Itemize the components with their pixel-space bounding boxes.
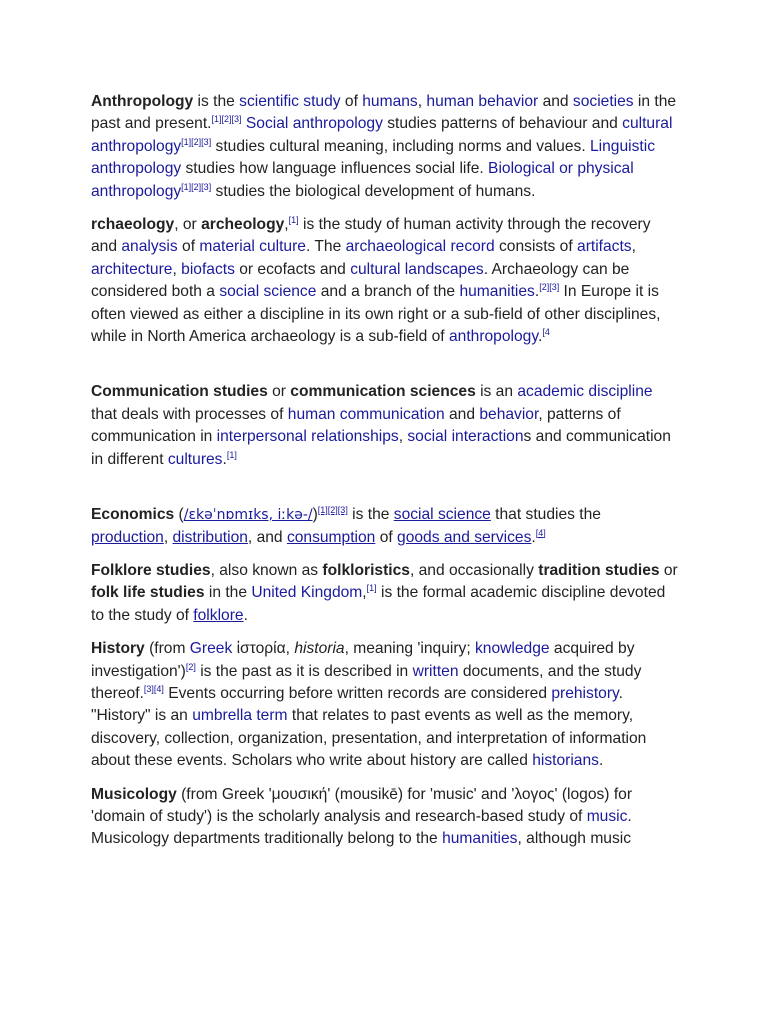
link[interactable]: prehistory bbox=[551, 684, 619, 702]
text-run: , bbox=[398, 428, 408, 446]
bold-term: rchaeology bbox=[91, 216, 175, 234]
text-run: , bbox=[362, 584, 367, 602]
link[interactable]: humanities bbox=[442, 830, 518, 848]
link[interactable]: humanities bbox=[459, 283, 535, 301]
text-run: , bbox=[417, 93, 427, 110]
link[interactable]: music bbox=[586, 807, 628, 825]
paragraph-archaeology bbox=[91, 214, 679, 348]
citation-link[interactable]: [4] bbox=[535, 527, 546, 538]
link[interactable]: social interaction bbox=[407, 428, 524, 446]
bold-term: Folklore studies bbox=[91, 561, 211, 579]
paragraph-history bbox=[91, 638, 679, 772]
text-run: acquired by investigation') bbox=[91, 640, 635, 680]
text-run: . bbox=[534, 283, 540, 301]
text-run: is the bbox=[347, 506, 394, 524]
text-run: of bbox=[340, 93, 363, 110]
citation-link[interactable]: [4 bbox=[542, 327, 550, 338]
text-run: is an bbox=[475, 383, 518, 401]
text-run: , bbox=[172, 260, 182, 278]
text-run: of bbox=[177, 238, 200, 256]
link[interactable]: knowledge bbox=[475, 640, 550, 658]
text-run: , meaning 'inquiry; bbox=[344, 640, 475, 658]
paragraph-musicology bbox=[91, 784, 679, 851]
document-body bbox=[91, 91, 679, 862]
paragraph-anthropology bbox=[91, 91, 679, 203]
link[interactable]: artifacts bbox=[577, 238, 632, 256]
text-run: . Archaeology can be considered both a bbox=[91, 260, 630, 301]
text-run: studies the biological development of humans. bbox=[211, 182, 536, 200]
link[interactable]: social science bbox=[393, 506, 491, 524]
paragraph-economics bbox=[91, 504, 679, 549]
text-run: is the bbox=[193, 93, 240, 110]
text-run: consists of bbox=[494, 238, 578, 256]
text-run: . bbox=[222, 450, 227, 468]
citation-link[interactable]: [1][2][3] bbox=[211, 114, 242, 125]
text-run: ) bbox=[312, 506, 318, 524]
text-run: in the bbox=[204, 584, 252, 602]
link[interactable]: material culture bbox=[199, 238, 306, 256]
text-run: s and communication in different bbox=[91, 428, 671, 468]
text-run: and bbox=[538, 93, 573, 110]
text-run: , although music bbox=[517, 830, 632, 848]
text-run: (from bbox=[144, 640, 190, 658]
text-run: , bbox=[284, 216, 289, 234]
text-run: . Musicology departments traditionally belong to the bbox=[91, 807, 632, 848]
link[interactable]: archaeological record bbox=[345, 238, 495, 256]
citation-link[interactable]: [1] bbox=[226, 449, 237, 460]
text-run: or bbox=[267, 383, 291, 401]
text-run: studies how language influences social life. bbox=[181, 160, 489, 178]
bold-term: Musicology bbox=[91, 785, 177, 803]
text-run: . The bbox=[305, 238, 346, 256]
link[interactable]: /ɛkəˈnɒmɪks, iːkə-/ bbox=[183, 507, 313, 524]
text-run: . bbox=[243, 606, 248, 624]
link[interactable]: folklore bbox=[193, 606, 244, 624]
link[interactable]: biofacts bbox=[181, 260, 235, 278]
link[interactable]: consumption bbox=[286, 528, 376, 546]
text-run: , and bbox=[247, 528, 287, 546]
link[interactable]: historians bbox=[532, 752, 599, 770]
text-run: and a branch of the bbox=[316, 283, 460, 301]
link[interactable]: United Kingdom bbox=[251, 584, 363, 602]
link[interactable]: interpersonal relationships bbox=[216, 428, 399, 446]
bold-term: Anthropology bbox=[91, 93, 194, 110]
text-run: and bbox=[444, 405, 480, 423]
text-run: or bbox=[659, 561, 678, 579]
text-run: In Europe it is often viewed as either a discipline in its own right or a sub-field of other disciplines, while in North America archaeology is a sub-field of bbox=[91, 283, 661, 346]
link[interactable]: academic discipline bbox=[517, 383, 653, 401]
citation-link[interactable]: [3][4] bbox=[143, 683, 164, 694]
link[interactable]: architecture bbox=[91, 260, 173, 278]
text-run: that studies the bbox=[490, 506, 601, 524]
link[interactable]: anthropology bbox=[448, 328, 538, 346]
text-run: , patterns of communication in bbox=[91, 405, 621, 446]
text-run: ἱστορία, bbox=[232, 640, 295, 658]
text-run: , or bbox=[174, 216, 202, 234]
link[interactable]: societies bbox=[572, 93, 634, 110]
text-run: of bbox=[375, 528, 398, 546]
link[interactable]: goods and services bbox=[397, 528, 532, 546]
text-run: , bbox=[163, 528, 173, 546]
citation-link[interactable]: [1][2][3] bbox=[181, 181, 212, 192]
link[interactable]: Social anthropology bbox=[245, 115, 383, 133]
text-run: . "History" is an bbox=[91, 684, 623, 725]
bold-term: Communication studies bbox=[91, 383, 268, 401]
text-run: , and occasionally bbox=[409, 561, 539, 579]
link[interactable]: social science bbox=[219, 283, 317, 301]
link[interactable]: behavior bbox=[479, 405, 539, 423]
link[interactable]: humans bbox=[362, 93, 418, 110]
text-run: , also known as bbox=[210, 561, 323, 579]
text-run: ( bbox=[174, 506, 184, 524]
link[interactable]: cultures bbox=[167, 450, 223, 468]
link[interactable]: umbrella term bbox=[192, 707, 288, 725]
text-run: that relates to past events as well as the memory, discovery, collection, organization, presentation, and interpretation of information about these events. Scholars who write about history are called bbox=[91, 707, 647, 770]
link[interactable]: human communication bbox=[287, 405, 445, 423]
citation-link[interactable]: [1] bbox=[366, 583, 377, 594]
bold-term: folk life studies bbox=[91, 584, 205, 602]
text-run: that deals with processes of bbox=[91, 405, 288, 423]
text-run: , bbox=[631, 238, 636, 256]
text-run: . bbox=[598, 752, 604, 770]
link[interactable]: Linguistic anthropology bbox=[91, 137, 656, 178]
link[interactable]: written bbox=[412, 662, 459, 680]
paragraph-communication bbox=[91, 381, 679, 471]
link[interactable]: Biological or physical anthropology bbox=[91, 160, 634, 200]
citation-link[interactable]: [1][2][3] bbox=[181, 136, 212, 147]
text-run: studies patterns of behaviour and bbox=[382, 115, 623, 133]
bold-term: History bbox=[91, 640, 145, 658]
citation-link[interactable]: [1][2][3] bbox=[317, 505, 348, 516]
paragraph-folklore bbox=[91, 560, 679, 627]
citation-link[interactable]: [2][3] bbox=[539, 282, 560, 293]
bold-term: communication sciences bbox=[290, 383, 476, 401]
link[interactable]: distribution bbox=[172, 528, 248, 546]
text-run: . bbox=[531, 528, 536, 546]
link[interactable]: cultural anthropology bbox=[91, 115, 673, 155]
link[interactable]: production bbox=[91, 528, 164, 546]
bold-term: archeology bbox=[201, 216, 285, 234]
link[interactable]: analysis bbox=[121, 238, 178, 256]
bold-term: Economics bbox=[91, 506, 175, 524]
text-run: . bbox=[537, 328, 543, 346]
text-run: is the study of human activity through the recovery and bbox=[91, 216, 651, 256]
link[interactable]: cultural landscapes bbox=[350, 260, 484, 278]
link[interactable]: scientific study bbox=[239, 93, 341, 110]
text-run: studies cultural meaning, including norms and values. bbox=[211, 137, 590, 155]
text-run: is the past as it is described in bbox=[195, 662, 413, 680]
text-run: documents, and the study thereof. bbox=[91, 662, 642, 702]
text-run: is the formal academic discipline devoted to the study of bbox=[91, 584, 666, 624]
text-run: or ecofacts and bbox=[234, 260, 351, 278]
link[interactable]: human behavior bbox=[426, 93, 539, 110]
text-run: (from Greek 'μουσική' (mousikē) for 'music' and 'λογος' (logos) for 'domain of study') is the scholarly analysis and research-based study of bbox=[91, 785, 633, 825]
text-run: Events occurring before written records are considered bbox=[163, 684, 552, 702]
italic-term: historia bbox=[294, 640, 345, 658]
bold-term: tradition studies bbox=[538, 561, 660, 579]
bold-term: folkloristics bbox=[322, 561, 410, 579]
link[interactable]: Greek bbox=[189, 640, 233, 658]
text-run: in the past and present. bbox=[91, 93, 677, 133]
citation-link[interactable]: [2] bbox=[185, 661, 196, 672]
citation-link[interactable]: [1] bbox=[288, 215, 299, 226]
